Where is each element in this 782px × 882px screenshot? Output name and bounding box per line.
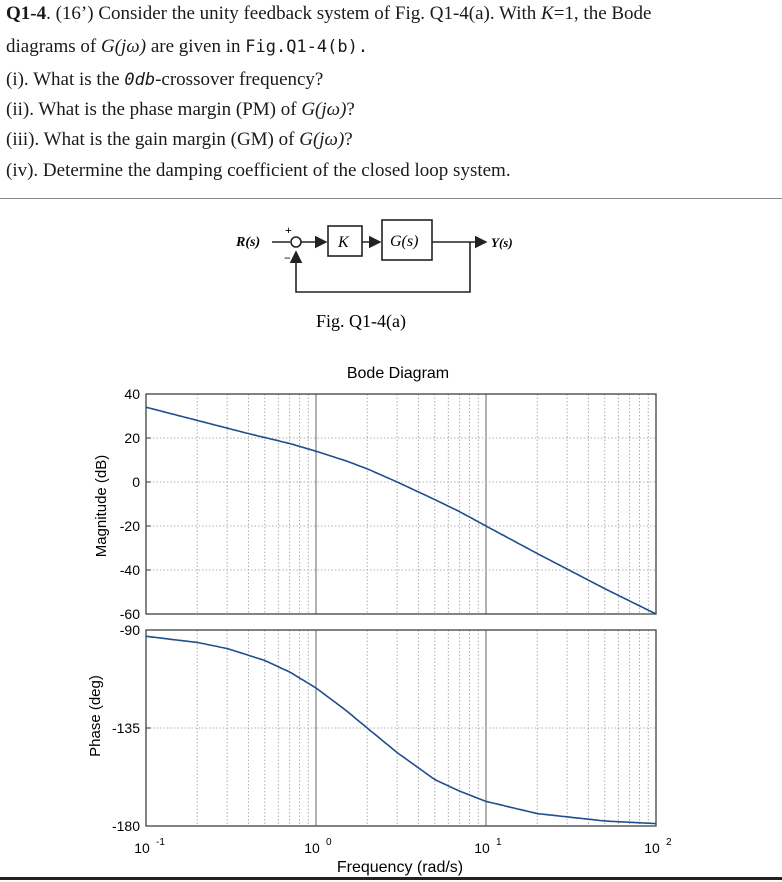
- phase-axes: [146, 630, 656, 826]
- magnitude-tick-label: 20: [124, 430, 140, 446]
- xlabel: Frequency (rad/s): [336, 859, 464, 876]
- question-intro-1: Consider the unity feedback system of Fig. Q1-4(a). With: [93, 3, 542, 24]
- x-tick-label: 10: [474, 840, 490, 856]
- question-part-1: [6, 68, 323, 92]
- x-tick-label: 10: [134, 840, 150, 856]
- minus-sign: −: [284, 251, 291, 265]
- phase-ylabel: Phase (deg): [87, 675, 104, 757]
- question-header: Q1-4. (16’) Consider the unity feedback system of Fig. Q1-4(a). With K=1, the Bode: [6, 3, 652, 24]
- bode-title: Bode Diagram: [346, 365, 450, 382]
- question-intro-line-2: [6, 35, 368, 59]
- question-part-3: [6, 128, 353, 152]
- x-tick-exponent: 0: [326, 837, 332, 848]
- magnitude-tick-label: -20: [119, 518, 140, 534]
- x-tick-label: 10: [644, 840, 660, 856]
- input-label: R(s): [236, 235, 261, 250]
- x-tick-exponent: -1: [156, 837, 165, 848]
- part-3-func: G(jω): [299, 129, 345, 150]
- x-tick-exponent: 1: [496, 837, 502, 848]
- k-symbol: K: [541, 3, 554, 24]
- intro-2-b: are given in: [146, 36, 246, 57]
- fig-reference: Fig.Q1-4(b).: [245, 37, 369, 57]
- phase-curve: [146, 636, 656, 823]
- magnitude-tick-label: -60: [119, 606, 140, 622]
- phase-tick-label: -180: [111, 818, 140, 834]
- part-3-rest: ?: [344, 129, 353, 150]
- divider: [0, 198, 782, 199]
- figure-caption: Fig. Q1-4(a): [316, 311, 406, 331]
- block-diagram: [0, 200, 782, 340]
- k-block-label: K: [338, 234, 349, 251]
- gjw-symbol: G(jω): [100, 36, 147, 57]
- question-number: Q1-4: [6, 3, 47, 24]
- bode-diagram: [0, 350, 782, 877]
- question-part-2: [6, 98, 355, 122]
- part-2-rest: ?: [346, 99, 355, 120]
- magnitude-tick-label: -40: [119, 562, 140, 578]
- g-block-label: G(s): [390, 233, 419, 250]
- summing-junction: [291, 237, 301, 247]
- part-4-label: (iv). Determine the damping coefficient of the closed loop system.: [6, 160, 511, 181]
- magnitude-ylabel: Magnitude (dB): [93, 454, 110, 558]
- x-tick-label: 10: [304, 840, 320, 856]
- plus-sign: +: [285, 223, 292, 237]
- magnitude-curve: [146, 407, 656, 614]
- output-label: Y(s): [491, 235, 513, 250]
- x-tick-exponent: 2: [666, 837, 672, 848]
- phase-tick-label: -90: [119, 622, 140, 638]
- part-1-0db: 0db: [124, 70, 156, 90]
- part-2-func: G(jω): [301, 99, 347, 120]
- part-3-label: (iii). What is the gain margin (GM) of: [6, 129, 300, 150]
- intro-2-a: diagrams of: [6, 36, 101, 57]
- k-value: =1, the Bode: [553, 3, 652, 24]
- question-part-4: [6, 159, 511, 183]
- magnitude-tick-label: 40: [124, 386, 140, 402]
- question-points: (16’): [55, 3, 94, 24]
- phase-tick-label: -135: [111, 720, 140, 736]
- bottom-border: [0, 877, 782, 880]
- part-1-label: (i). What is the: [6, 69, 125, 90]
- part-2-label: (ii). What is the phase margin (PM) of: [6, 99, 302, 120]
- part-1-rest: -crossover frequency?: [155, 69, 324, 90]
- magnitude-tick-label: 0: [132, 474, 140, 490]
